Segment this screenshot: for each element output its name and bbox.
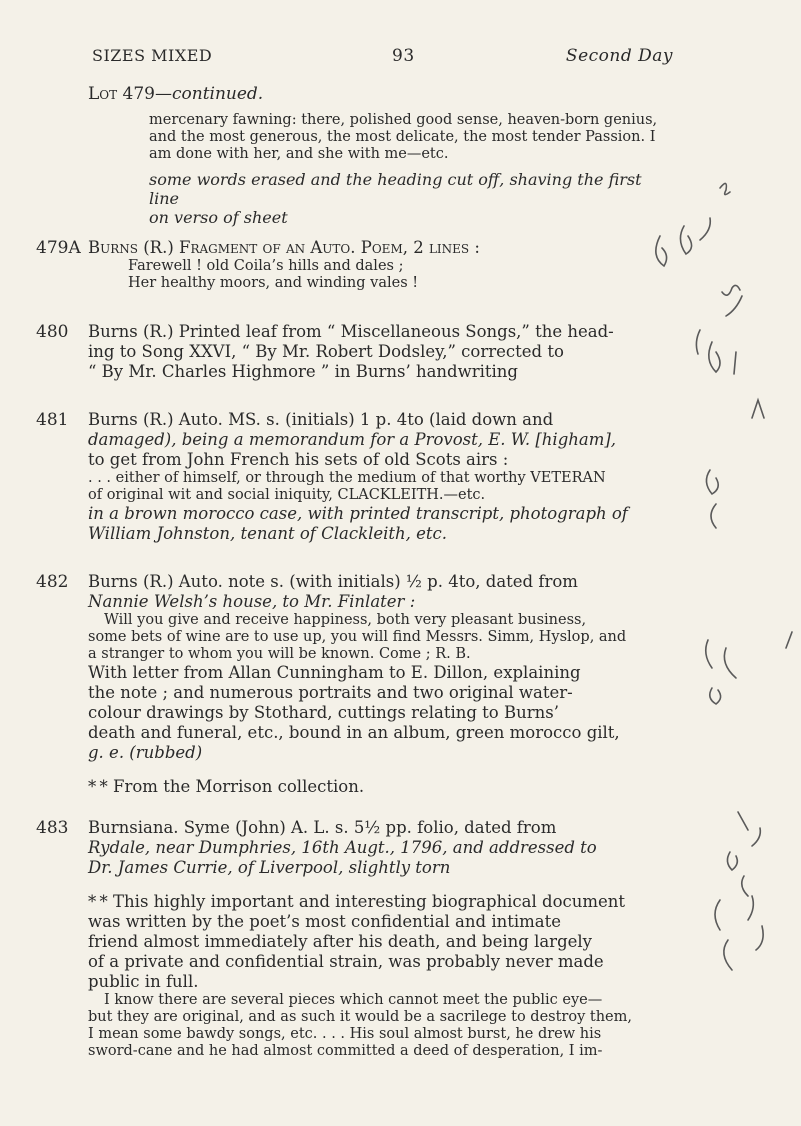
pencil-mark [680, 226, 691, 254]
pencil-mark [709, 342, 720, 372]
pencil-mark [656, 236, 667, 266]
pencil-mark [706, 640, 712, 668]
pencil-mark [711, 504, 716, 528]
lot-number: 479A [36, 238, 81, 258]
header-right: Second Day [565, 46, 673, 66]
pencil-mark [720, 183, 730, 194]
pencil-mark [727, 852, 737, 870]
pencil-mark [710, 688, 721, 704]
pencil-mark [724, 648, 736, 678]
lot-description: Burns (R.) Printed leaf from “ Miscellaneous Songs,” the head- ing to Song XXVI, “ By Mr. Robert Dodsley,” corrected to “ By Mr. Charles Highmore ” in Burns’ handwriting [88, 322, 614, 381]
continued-heading: Lot 479—continued. [88, 84, 264, 104]
pencil-mark [706, 470, 718, 494]
header-left: SIZES MIXED [92, 46, 213, 65]
lot-number: 483 [36, 818, 69, 838]
pencil-mark [748, 896, 753, 920]
pencil-mark [756, 926, 763, 950]
pencil-mark [734, 352, 736, 374]
pencil-mark [715, 900, 720, 930]
pencil-mark [696, 330, 700, 354]
lot-description: Burns (R.) Auto. note s. (with initials) ½ p. 4to, dated from Nannie Welsh’s house, to Mr. Finlater : Will you give and receive happiness, both very pleasant business, some bets of wine are to use up, you will find Messrs. Simm, Hyslop, and a stranger to whom you will be known. Come ; R. B. With letter from Allan Cunningham to E. Dillon, explaining the note ; and numerous portraits and two original water- colour drawings by Stothard, cuttings relating to Burns’ death and funeral, etc., bound in an album, green morocco gilt, g. e. (rubbed) * * From the Morrison collection. [88, 572, 627, 796]
continued-quote: mercenary fawning: there, polished good sense, heaven-born genius, and the most generous, the most delicate, the most tender Passion. I am done with her, and she with me—etc. [149, 112, 658, 162]
lot-number: 480 [36, 322, 69, 342]
pencil-mark [726, 296, 742, 316]
lot-number: 481 [36, 410, 69, 430]
lot-description: Burns (R.) Fragment of an Auto. Poem, 2 lines : Farewell ! old Coila’s hills and dales ; Her healthy moors, and winding vales ! [88, 238, 480, 291]
pencil-mark [752, 400, 764, 418]
pencil-mark [724, 940, 732, 970]
page-number: 93 [392, 46, 415, 66]
continued-note: some words erased and the heading cut off, shaving the first line on verso of sheet [149, 170, 642, 227]
pencil-mark [738, 812, 748, 830]
pencil-mark [722, 285, 740, 295]
pencil-mark [700, 218, 710, 240]
lot-description: Burns (R.) Auto. MS. s. (initials) 1 p. 4to (laid down and damaged), being a memorandum for a Provost, E. W. [higham], to get from John French his sets of old Scots airs : . . . either of himself, or through the medium of that worthy VETERAN of original wit and social iniquity, CLACKLEITH.—etc. in a brown morocco case, with printed transcript, photograph of William Johnston, tenant of Clackleith, etc. [88, 410, 628, 543]
pencil-marks [656, 183, 792, 970]
lot-number: 482 [36, 572, 69, 592]
pencil-mark [752, 828, 760, 846]
pencil-mark [742, 876, 748, 896]
pencil-mark [786, 632, 792, 648]
lot-description: Burnsiana. Syme (John) A. L. s. 5½ pp. folio, dated from Rydale, near Dumphries, 16th Augt., 1796, and addressed to Dr. James Currie, of Liverpool, slightly torn * * This highly important and interesting biographical document was written by the poet’s most confidential and intimate friend almost immediately after his death, and being largely of a private and confidential strain, was probably never made public in full. I know there are several pieces which cannot meet the public eye— but they are original, and as such it would be a sacrilege to destroy them, I mean some bawdy songs, etc. . . . His soul almost burst, he drew his sword-cane and he had almost committed a deed of desperation, I im- [88, 818, 632, 1059]
